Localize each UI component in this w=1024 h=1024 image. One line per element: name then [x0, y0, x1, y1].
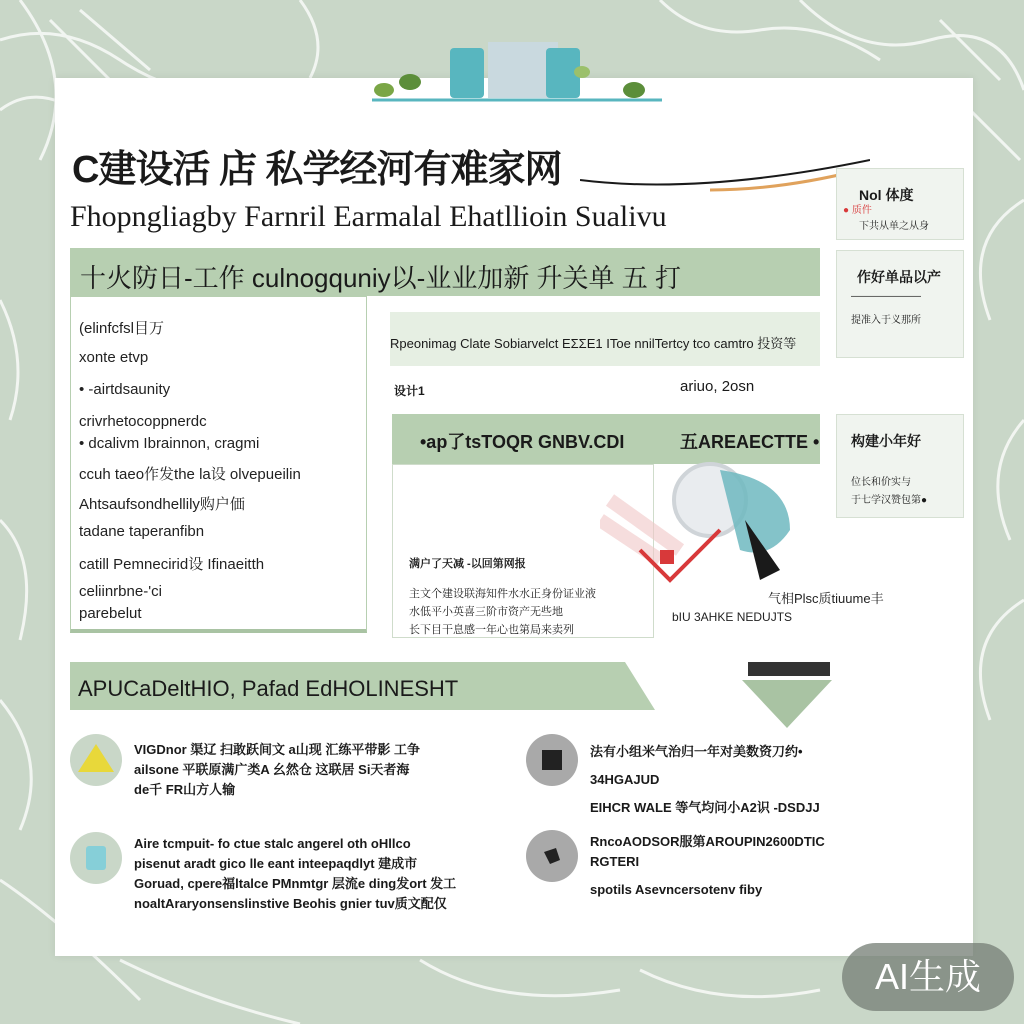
left-panel-line: parebelut	[79, 605, 142, 622]
left-panel-line: ccuh taeo作发the la设 olvepueilin	[79, 466, 301, 483]
design-label: 设计1	[394, 384, 425, 398]
side-card	[836, 414, 964, 518]
section-heading: APUCaDeltHIO, Pafad EdHOLINESHT	[78, 676, 459, 701]
feature-line: Goruad, cpere福ltalce PMnmtgr 层流e ding发ort 发工	[134, 876, 457, 891]
page-subtitle: Fhopngliagby Farnril Earmalal Ehatllioin Sualivu	[70, 200, 667, 233]
side-card-row: ———————	[851, 291, 921, 302]
detail-card-row: 主文个建设联海知件水水正身份证业液	[409, 588, 596, 600]
left-panel-line: • -airtdsaunity	[79, 381, 171, 398]
feature-text	[590, 832, 825, 900]
feature-line: pisenut aradt gico lle eant inteepaqdlyt 建成市	[134, 856, 418, 871]
feature-text	[590, 738, 820, 822]
feature-line: EIHCR WALE 等气均问小A2识 -DSDJJ	[590, 800, 820, 815]
detail-card-heading: 满户了天减 -以回第网报	[409, 558, 526, 570]
left-panel-line: catill Pemnecirid设 Ifinaeitth	[79, 556, 265, 573]
feature-line: Aire tcmpuit- fo ctue stalc angerel oth oHllco	[134, 836, 411, 851]
left-panel-line: tadane taperanfibn	[79, 523, 205, 540]
feature-line: 34HGAJUD	[590, 772, 660, 787]
detail-card-row: 水低平小英喜三阶市资产无些地	[409, 606, 563, 618]
feature-line: VIGDnor 渠辽 扫敢跃间文 a山现 汇练平带影 工争	[134, 742, 421, 757]
illustration-caption: 气相Plsc质tiuume丰	[768, 591, 884, 606]
triangle-icon	[70, 734, 122, 786]
cup-icon	[70, 832, 122, 884]
feature-line: RncoAODSOR服第AROUPIN2600DTIC	[590, 834, 825, 849]
side-card-title: Nol 体度	[859, 187, 914, 203]
side-card-row: 于七学汉赞包第●	[851, 495, 928, 506]
left-info-panel	[70, 296, 367, 633]
left-panel-line: • dcalivm Ibrainnon, cragmi	[79, 435, 260, 452]
feature-line: 法有小组米气治归一年对美数资刀约•	[590, 744, 803, 759]
feature-text	[134, 834, 456, 914]
page-title: C建设活 店 私学经河有难家网	[72, 149, 562, 191]
illustration-caption: bIU 3AHKE NEDUJTS	[672, 610, 793, 624]
side-card-title: 作好单品以产	[857, 269, 941, 285]
tool-icon	[526, 830, 578, 882]
left-panel-line: Ahtsaufsondhellily购户価	[79, 496, 245, 513]
date-label: ariuo, 2osn	[680, 378, 755, 395]
cta-left-text[interactable]: •ap了tsTOQR GNBV.CDI	[420, 432, 625, 452]
side-card	[836, 168, 964, 240]
side-card-row: 提准入于义那所	[851, 315, 921, 326]
feature-line: RGTERI	[590, 854, 640, 869]
detail-card-row: 长下目干息感一年心也第局来卖列	[409, 624, 574, 636]
leaf-decoration	[372, 62, 662, 104]
feature-text	[134, 740, 420, 800]
side-card	[836, 250, 964, 358]
feature-line: spotils Asevncersotenv fiby	[590, 882, 763, 897]
left-panel-line: xonte etvp	[79, 349, 149, 366]
feature-line: ailsone 平联原满广类A 幺然仓 这联居 Si天者海	[134, 762, 410, 777]
ai-generated-badge: AI生成	[842, 943, 1014, 1011]
left-panel-line: (elinfcfsl目万	[79, 320, 165, 337]
banner-text: 十火防日-工作 culnogquniy以-业业加新 升关单 五 打	[80, 263, 681, 293]
arrow-down-icon	[742, 662, 832, 730]
side-card-row: ● 质件	[843, 205, 872, 216]
side-card-row: 下共从单之从身	[859, 221, 929, 232]
info-strip-text: Rpeonimag Clate Sobiarvelct ΕΣΣΕ1 IToe nnilTertcy tco camtro 投资等	[390, 336, 797, 351]
left-panel-line: celiinrbne-'ci	[79, 583, 162, 600]
feature-line: de千 FR山方人输	[134, 782, 236, 797]
feature-line: noaltAraryonsenslinstive Beohis gnier tuv质文配仅	[134, 896, 447, 911]
left-panel-line: crivrhetocoppnerdc	[79, 413, 207, 430]
side-card-title: 构建小年好	[851, 433, 921, 449]
square-icon	[526, 734, 578, 786]
cta-right-text[interactable]: 五AREAECTTE •	[680, 432, 820, 452]
side-card-row: 位长和价实与	[851, 477, 911, 488]
